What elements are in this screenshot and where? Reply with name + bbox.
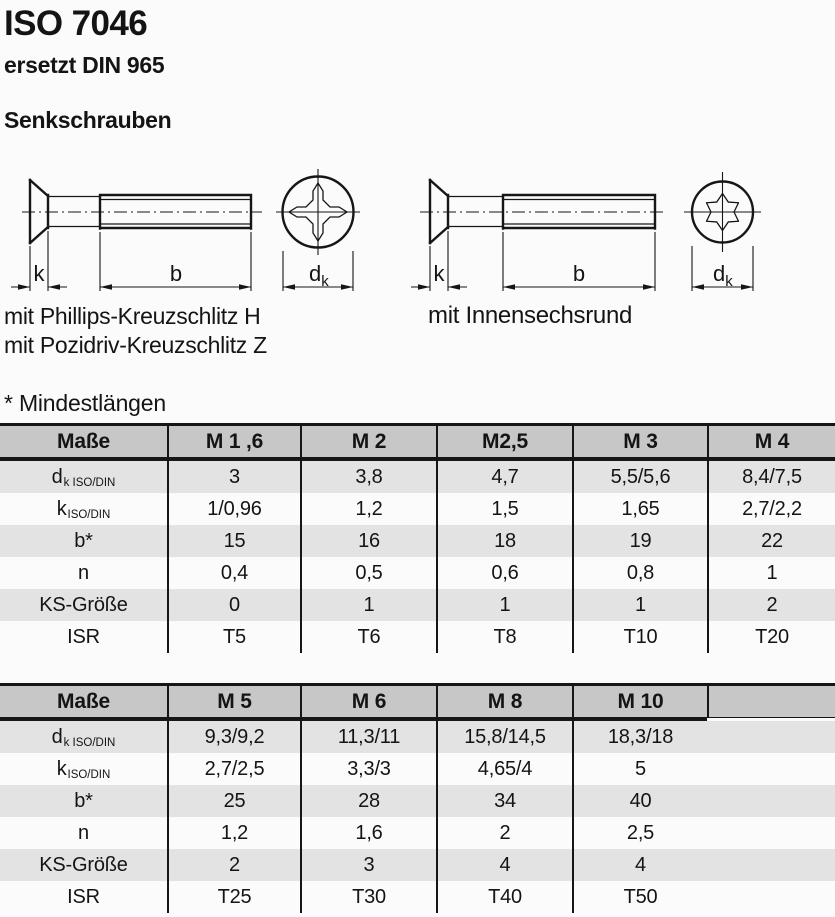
value-cell: 40 bbox=[572, 785, 707, 817]
row-label-main: KS-Größe bbox=[39, 853, 128, 876]
table-row bbox=[0, 849, 835, 881]
column-header: M2,5 bbox=[436, 426, 572, 461]
page-subtitle: ersetzt DIN 965 bbox=[4, 52, 165, 78]
value-cell: 1,2 bbox=[167, 817, 300, 849]
row-label bbox=[0, 621, 167, 653]
value-cell: 11,3/11 bbox=[300, 721, 436, 753]
row-label-subscript: ISO/DIN bbox=[67, 509, 111, 521]
value-cell: 1 bbox=[436, 589, 572, 621]
value-cell: 8,4/7,5 bbox=[707, 461, 835, 493]
table-row bbox=[0, 785, 835, 817]
empty-cell bbox=[707, 785, 835, 817]
table-row bbox=[0, 557, 835, 589]
value-cell: T30 bbox=[300, 881, 436, 913]
dimension-label-dk: $d_k$ bbox=[713, 261, 733, 290]
column-header: M 4 bbox=[707, 426, 835, 461]
torx-screw-dimensions bbox=[411, 231, 655, 291]
row-label-main: d bbox=[51, 725, 63, 748]
value-cell: 0,5 bbox=[300, 557, 436, 589]
dimension-table-m5-m10 bbox=[0, 683, 835, 913]
table-row bbox=[0, 493, 835, 525]
dimension-label-k: k bbox=[433, 261, 445, 286]
torx-head-view bbox=[684, 172, 761, 291]
value-cell: T50 bbox=[572, 881, 707, 913]
row-label-subscript: k ISO/DIN bbox=[63, 737, 116, 749]
row-label-main: ISR bbox=[67, 885, 100, 908]
row-label-main: b* bbox=[74, 529, 93, 552]
value-cell: 4 bbox=[572, 849, 707, 881]
value-cell: 5,5/5,6 bbox=[572, 461, 707, 493]
row-label bbox=[0, 881, 167, 913]
dimension-label-b: b bbox=[572, 261, 586, 286]
value-cell: 0,8 bbox=[572, 557, 707, 589]
value-cell: T20 bbox=[707, 621, 835, 653]
torx-screw-side-view bbox=[420, 180, 667, 243]
empty-cell bbox=[707, 721, 835, 753]
value-cell: 1 bbox=[707, 557, 835, 589]
row-label-main: ISR bbox=[67, 625, 100, 648]
dimension-label-dk: $d_k$ bbox=[309, 261, 329, 290]
row-label bbox=[0, 493, 167, 525]
value-cell: T40 bbox=[436, 881, 572, 913]
value-cell: 28 bbox=[300, 785, 436, 817]
value-cell: 0,4 bbox=[167, 557, 300, 589]
value-cell: 1,5 bbox=[436, 493, 572, 525]
value-cell: 18,3/18 bbox=[572, 721, 707, 753]
row-label bbox=[0, 557, 167, 589]
row-label-main: n bbox=[78, 821, 89, 844]
column-header: Maße bbox=[0, 426, 167, 461]
column-header bbox=[707, 686, 835, 718]
table-row bbox=[0, 525, 835, 557]
value-cell: 18 bbox=[436, 525, 572, 557]
table-row bbox=[0, 589, 835, 621]
row-label-subscript: k ISO/DIN bbox=[63, 477, 116, 489]
row-label bbox=[0, 721, 167, 753]
value-cell: 2 bbox=[167, 849, 300, 881]
value-cell: 2,7/2,2 bbox=[707, 493, 835, 525]
table-row bbox=[0, 721, 835, 753]
table-row bbox=[0, 461, 835, 493]
table-row bbox=[0, 881, 835, 913]
value-cell: 4 bbox=[436, 849, 572, 881]
row-label-main: k bbox=[56, 497, 67, 520]
screw-drawings bbox=[0, 150, 835, 300]
table-header-row bbox=[0, 426, 835, 461]
value-cell: 19 bbox=[572, 525, 707, 557]
value-cell: 4,65/4 bbox=[436, 753, 572, 785]
empty-cell bbox=[707, 817, 835, 849]
value-cell: 0 bbox=[167, 589, 300, 621]
table-row bbox=[0, 753, 835, 785]
dimension-label-b: b bbox=[169, 261, 183, 286]
page-heading: Senkschrauben bbox=[4, 107, 172, 133]
value-cell: 16 bbox=[300, 525, 436, 557]
row-label-main: n bbox=[78, 561, 89, 584]
column-header: M 6 bbox=[300, 686, 436, 721]
value-cell: 1/0,96 bbox=[167, 493, 300, 525]
value-cell: 1,6 bbox=[300, 817, 436, 849]
column-header: M 2 bbox=[300, 426, 436, 461]
value-cell: 4,7 bbox=[436, 461, 572, 493]
torx-caption: mit Innensechsrund bbox=[428, 302, 633, 329]
row-label bbox=[0, 589, 167, 621]
row-label bbox=[0, 461, 167, 493]
value-cell: T6 bbox=[300, 621, 436, 653]
row-label bbox=[0, 753, 167, 785]
value-cell: 9,3/9,2 bbox=[167, 721, 300, 753]
empty-cell bbox=[707, 881, 835, 913]
row-label-main: KS-Größe bbox=[39, 593, 128, 616]
value-cell: 15,8/14,5 bbox=[436, 721, 572, 753]
value-cell: 5 bbox=[572, 753, 707, 785]
phillips-head-view bbox=[276, 169, 360, 291]
value-cell: 0,6 bbox=[436, 557, 572, 589]
value-cell: T10 bbox=[572, 621, 707, 653]
value-cell: 2 bbox=[436, 817, 572, 849]
min-length-note: * Mindestlängen bbox=[4, 390, 166, 416]
value-cell: 22 bbox=[707, 525, 835, 557]
row-label bbox=[0, 785, 167, 817]
value-cell: 15 bbox=[167, 525, 300, 557]
value-cell: 25 bbox=[167, 785, 300, 817]
phillips-caption-line1: mit Phillips-Kreuzschlitz H bbox=[4, 303, 261, 329]
phillips-caption bbox=[4, 302, 267, 360]
value-cell: T25 bbox=[167, 881, 300, 913]
value-cell: 3,8 bbox=[300, 461, 436, 493]
value-cell: 3 bbox=[167, 461, 300, 493]
value-cell: T5 bbox=[167, 621, 300, 653]
value-cell: 2,5 bbox=[572, 817, 707, 849]
row-label-subscript: ISO/DIN bbox=[67, 769, 111, 781]
value-cell: 2 bbox=[707, 589, 835, 621]
value-cell: T8 bbox=[436, 621, 572, 653]
dimension-table-m1_6-m4 bbox=[0, 423, 835, 653]
value-cell: 1,2 bbox=[300, 493, 436, 525]
row-label bbox=[0, 525, 167, 557]
row-label-main: d bbox=[51, 465, 63, 488]
table-row bbox=[0, 817, 835, 849]
value-cell: 2,7/2,5 bbox=[167, 753, 300, 785]
value-cell: 1,65 bbox=[572, 493, 707, 525]
column-header: M 5 bbox=[167, 686, 300, 721]
column-header: M 8 bbox=[436, 686, 572, 721]
row-label-main: b* bbox=[74, 789, 93, 812]
phillips-screw-side-view bbox=[22, 180, 262, 243]
phillips-screw-dimensions bbox=[11, 231, 251, 291]
page-title: ISO 7046 bbox=[4, 4, 148, 43]
table-row bbox=[0, 621, 835, 653]
value-cell: 34 bbox=[436, 785, 572, 817]
value-cell: 3 bbox=[300, 849, 436, 881]
value-cell: 1 bbox=[572, 589, 707, 621]
table-header-row bbox=[0, 686, 835, 721]
value-cell: 1 bbox=[300, 589, 436, 621]
row-label bbox=[0, 849, 167, 881]
column-header: Maße bbox=[0, 686, 167, 721]
row-label bbox=[0, 817, 167, 849]
pozidriv-caption-line2: mit Pozidriv-Kreuzschlitz Z bbox=[4, 332, 267, 358]
dimension-label-k: k bbox=[33, 261, 45, 286]
row-label-main: k bbox=[56, 757, 67, 780]
column-header: M 10 bbox=[572, 686, 707, 721]
empty-cell bbox=[707, 753, 835, 785]
empty-cell bbox=[707, 849, 835, 881]
column-header: M 3 bbox=[572, 426, 707, 461]
value-cell: 3,3/3 bbox=[300, 753, 436, 785]
column-header: M 1 ,6 bbox=[167, 426, 300, 461]
